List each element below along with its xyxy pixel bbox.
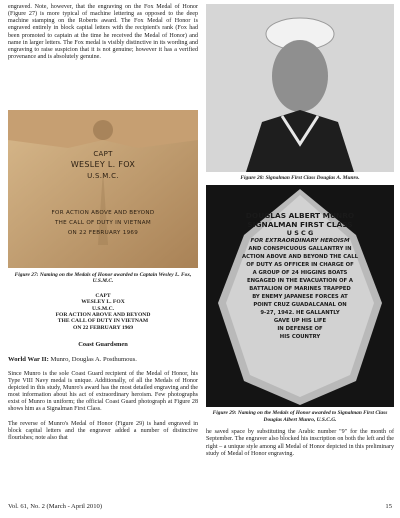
figure-27-caption: Figure 27: Naming on the Medals of Honor awarded to Captain Wesley L. Fox, U.S.M.C. bbox=[14, 272, 192, 285]
engraving-line: DOUGLAS ALBERT MUNRO bbox=[245, 211, 355, 221]
engraving-line: FOR EXTRAORDINARY HEROISM bbox=[250, 238, 350, 245]
engraving-line: ENGAGED IN THE EVACUATION OF A bbox=[246, 278, 354, 285]
medal-engraving-block bbox=[224, 211, 376, 341]
engraving-line: GAVE UP HIS LIFE bbox=[273, 318, 327, 325]
figure-28-caption: Figure 28: Signalman First Class Douglas A. Munro. bbox=[240, 175, 360, 181]
right-paragraph: he saved space by substituting the Arabic number "9" for the month of September. The engraver also blocked his inscription on both the left and the right – a unique style among all Medal of Honor depicted in this preliminary study of Medal of Honor engraving. bbox=[206, 429, 394, 457]
figure-28-photo bbox=[206, 4, 394, 172]
left-column bbox=[8, 4, 198, 442]
engraving-line: IN DEFENSE OF bbox=[277, 326, 323, 333]
medal-line-citation-1: FOR ACTION ABOVE AND BEYOND bbox=[51, 210, 155, 216]
engraving-line: POINT CRUZ GUADALCANAL ON bbox=[253, 302, 347, 309]
engraving-line: HIS COUNTRY bbox=[279, 334, 321, 341]
figure-27-photo bbox=[8, 110, 198, 268]
medal-line-citation-3: ON 22 FEBRUARY 1969 bbox=[67, 230, 139, 236]
page-footer bbox=[8, 503, 392, 510]
medal-line-citation-2: THE CALL OF DUTY IN VIETNAM bbox=[54, 220, 152, 226]
ww2-line bbox=[8, 356, 198, 363]
engraving-line: SIGNALMAN FIRST CLASS bbox=[247, 220, 353, 230]
engraving-line: THE CALL OF DUTY IN VIETNAM bbox=[57, 318, 149, 325]
engraving-transcription bbox=[8, 293, 198, 331]
engraving-line: BY ENEMY JAPANESE FORCES AT bbox=[252, 294, 348, 301]
engraving-line: ON 22 FEBRUARY 1969 bbox=[72, 324, 134, 331]
medal-line-name: WESLEY L. FOX bbox=[70, 160, 136, 169]
engraving-line: BATTALION OF MARINES TRAPPED bbox=[249, 286, 351, 293]
engraving-line: ACTION ABOVE AND BEYOND THE CALL bbox=[242, 254, 358, 261]
engraving-line: A GROUP OF 24 HIGGINS BOATS bbox=[252, 270, 348, 277]
ww2-label: World War II: bbox=[8, 356, 49, 364]
engraving-line: WESLEY L. FOX bbox=[81, 299, 125, 306]
engraving-line: CAPT bbox=[95, 292, 111, 299]
sailor-portrait-graphic bbox=[206, 4, 394, 172]
medal-line-rank: CAPT bbox=[93, 150, 113, 158]
engraving-line: 9-27, 1942. HE GALLANTLY bbox=[260, 310, 340, 317]
ww2-name: Munro, Douglas A. Posthumous. bbox=[50, 356, 137, 364]
intro-paragraph: engraved. Note, however, that the engraving on the Fox Medal of Honor (Figure 27) is more typical of machine lettering as opposed to the deep machine stamping on the Roberts award. The Fox Medal of Honor is engraved entirely in block capital letters with the recipient's rank (Fox had been promoted to captain at the time he received the Medal of Honor) and name in larger letters. The Fox medal is visibly distinctive in its wording and engraving to raise suspicion that it is not genuine; however it has a verified provenance and is absolutely genuine. bbox=[8, 4, 198, 61]
issue-info: Vol. 61, No. 2 (March - April 2010) bbox=[8, 503, 103, 510]
munro-paragraph: Since Munro is the sole Coast Guard recipient of the Medal of Honor, his Type VIII Navy medal is unique. Additionally, of all the Medals of Honor depicted in this study, Munro's award has the most detailed engraving and the most information about his act of extraordinary heroism. Few photographs exist of Munro in uniform; the official Coast Guard photograph at Figure 28 shows him as a Signalman First Class. bbox=[8, 370, 198, 413]
engraving-line: U S C G bbox=[286, 229, 314, 238]
engraving-line: OF DUTY AS OFFICER IN CHARGE OF bbox=[246, 262, 354, 269]
right-column bbox=[206, 4, 394, 458]
engraving-line: AND CONSPICUOUS GALLANTRY IN bbox=[248, 246, 352, 253]
reverse-paragraph: The reverse of Munro's Medal of Honor (Figure 29) is hand engraved in block capital letters and the engraver added a number of distinctive flourishes; note also that bbox=[8, 420, 198, 441]
page-number: 15 bbox=[385, 503, 392, 510]
figure-29-photo bbox=[206, 185, 394, 407]
engraving-line: U.S.M.C. bbox=[91, 305, 115, 312]
section-heading: Coast Guardsmen bbox=[78, 341, 128, 349]
engraving-line: FOR ACTION ABOVE AND BEYOND bbox=[55, 312, 151, 319]
medal-line-service: U.S.M.C. bbox=[87, 172, 119, 180]
figure-29-caption: Figure 29: Naming on the Medals of Honor awarded to Signalman First Class Douglas Albert Munro, U.S.C.G. bbox=[212, 410, 388, 423]
medal-ribbon-graphic bbox=[8, 110, 198, 268]
